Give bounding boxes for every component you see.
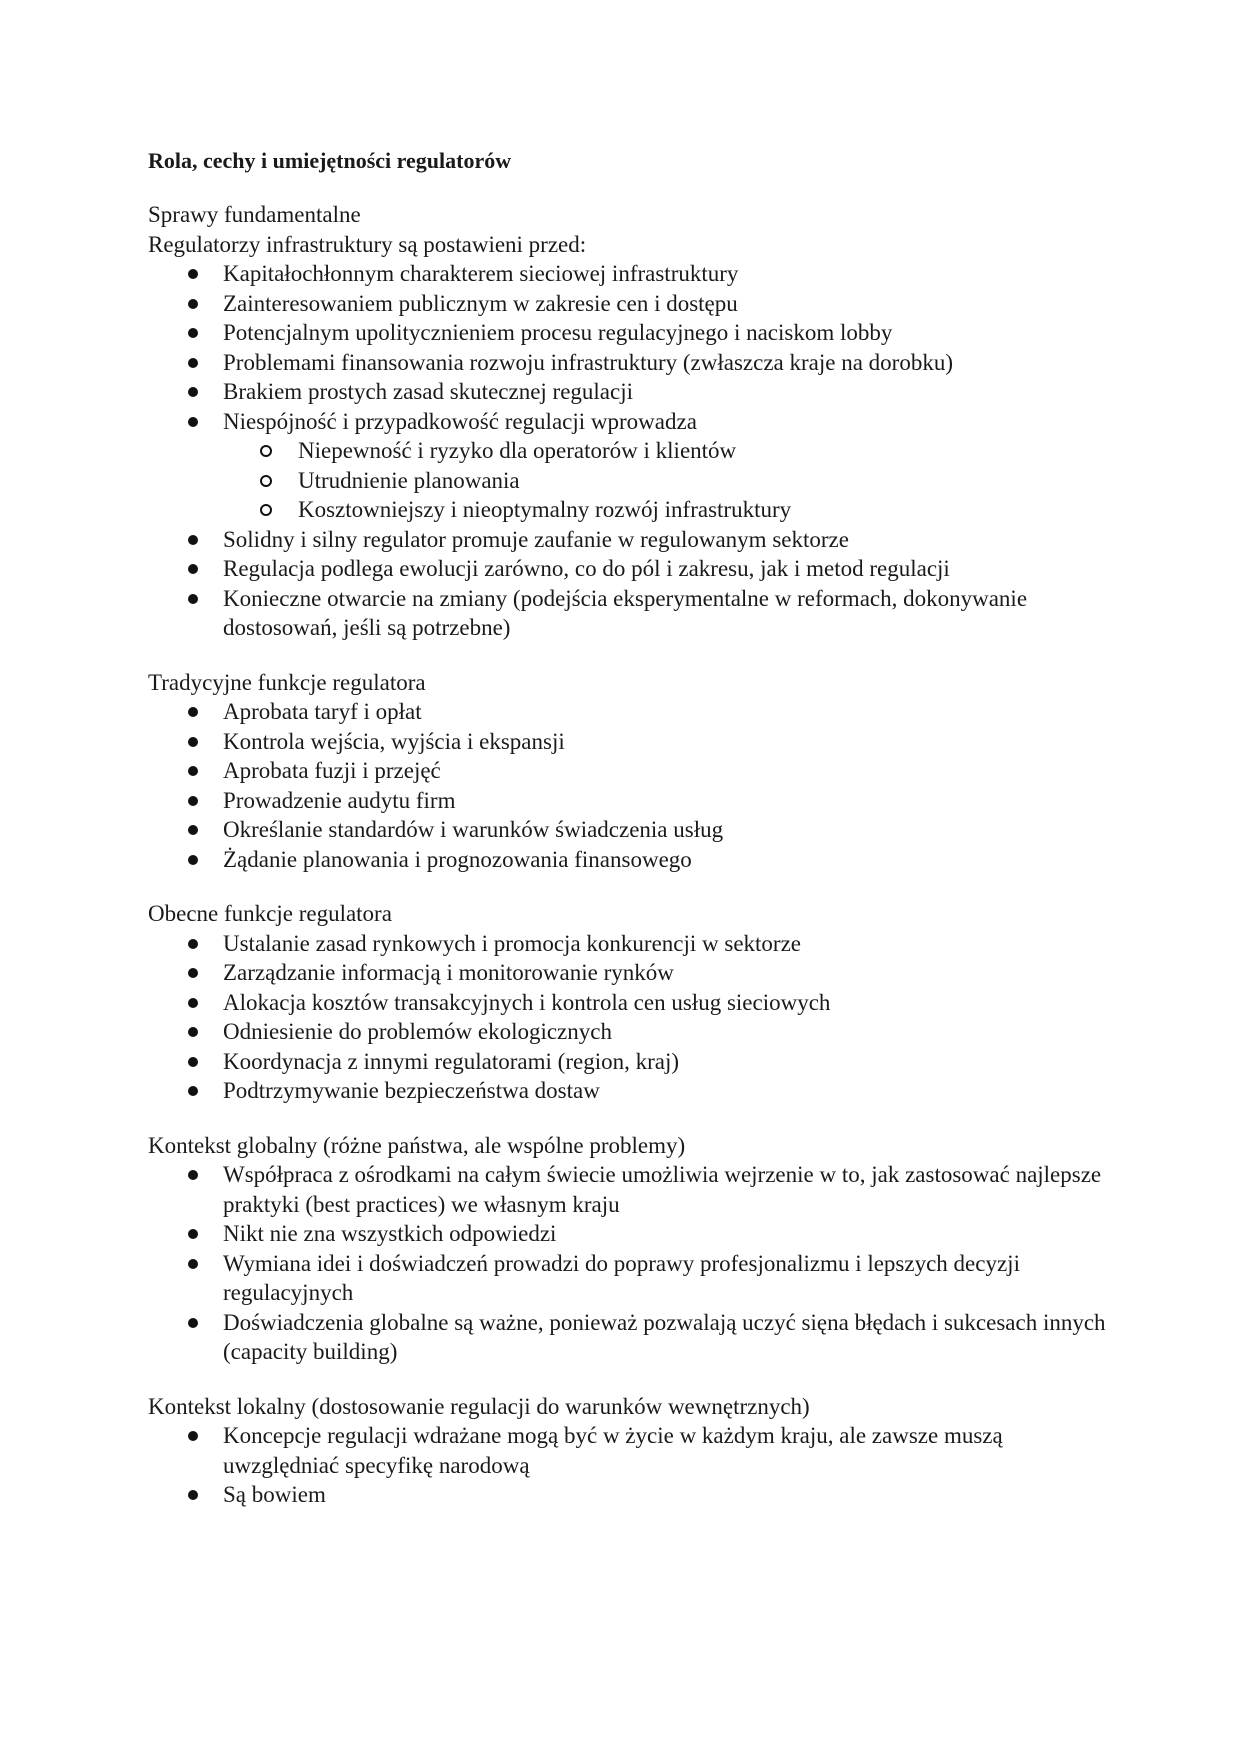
bullet-icon: [188, 855, 198, 865]
list-item: Zarządzanie informacją i monitorowanie rynków: [148, 958, 1108, 988]
bullet-icon: [188, 1229, 198, 1239]
section-heading: Tradycyjne funkcje regulatora: [148, 669, 426, 695]
bullet-icon: [188, 564, 198, 574]
bullet-icon: [188, 1259, 198, 1269]
bullet-icon: [188, 766, 198, 776]
list-item: Alokacja kosztów transakcyjnych i kontrola cen usług sieciowych: [148, 988, 1108, 1018]
list-item: Zainteresowaniem publicznym w zakresie cen i dostępu: [148, 289, 1108, 319]
list-item: Aprobata taryf i opłat: [148, 697, 1108, 727]
bullet-list: [148, 1421, 1108, 1510]
list-item: Wymiana idei i doświadczeń prowadzi do poprawy profesjonalizmu i lepszych decyzji regulacyjnych: [148, 1249, 1108, 1308]
section-heading: Kontekst lokalny (dostosowanie regulacji do warunków wewnętrznych): [148, 1393, 810, 1419]
section-traditional-functions: [148, 668, 1108, 875]
list-item: Solidny i silny regulator promuje zaufanie w regulowanym sektorze: [148, 525, 1108, 555]
section-heading: Obecne funkcje regulatora: [148, 901, 392, 926]
section-heading: Sprawy fundamentalne: [148, 202, 361, 227]
bullet-icon: [188, 1490, 198, 1500]
list-item: Koordynacja z innymi regulatorami (region, kraj): [148, 1047, 1108, 1077]
section-global-context: [148, 1131, 1108, 1367]
list-item: Odniesienie do problemów ekologicznych: [148, 1017, 1108, 1047]
list-item: Problemami finansowania rozwoju infrastruktury (zwłaszcza kraje na dorobku): [148, 348, 1108, 378]
bullet-icon: [188, 968, 198, 978]
sub-bullet-list: [223, 436, 1108, 525]
list-item: Kontrola wejścia, wyjścia i ekspansji: [148, 727, 1108, 757]
hollow-bullet-icon: [260, 475, 272, 487]
hollow-bullet-icon: [260, 504, 272, 516]
bullet-list: [148, 697, 1108, 874]
bullet-list: [148, 929, 1108, 1106]
bullet-icon: [188, 1027, 198, 1037]
bullet-icon: [188, 387, 198, 397]
bullet-icon: [188, 328, 198, 338]
bullet-icon: [188, 1318, 198, 1328]
bullet-icon: [188, 737, 198, 747]
bullet-list: [148, 259, 1108, 643]
document-title: Rola, cechy i umiejętności regulatorów: [148, 148, 512, 173]
bullet-icon: [188, 1086, 198, 1096]
bullet-icon: [188, 358, 198, 368]
list-item: Koncepcje regulacji wdrażane mogą być w życie w każdym kraju, ale zawsze muszą uwzględniać specyfikę narodową: [148, 1421, 1108, 1480]
bullet-icon: [188, 299, 198, 309]
list-item: Brakiem prostych zasad skutecznej regulacji: [148, 377, 1108, 407]
document-page: [148, 146, 1108, 1510]
bullet-icon: [188, 594, 198, 604]
list-item: Potencjalnym upolitycznieniem procesu regulacyjnego i naciskom lobby: [148, 318, 1108, 348]
section-local-context: [148, 1392, 1108, 1510]
section-heading: Kontekst globalny (różne państwa, ale wspólne problemy): [148, 1132, 686, 1158]
bullet-icon: [188, 825, 198, 835]
list-item: Żądanie planowania i prognozowania finansowego: [148, 845, 1108, 875]
section-intro: Regulatorzy infrastruktury są postawieni przed:: [148, 231, 587, 257]
list-item: Nikt nie zna wszystkich odpowiedzi: [148, 1219, 1108, 1249]
bullet-icon: [188, 1170, 198, 1180]
list-item: Aprobata fuzji i przejęć: [148, 756, 1108, 786]
list-item: Kapitałochłonnym charakterem sieciowej infrastruktury: [148, 259, 1108, 289]
list-item: Podtrzymywanie bezpieczeństwa dostaw: [148, 1076, 1108, 1106]
bullet-icon: [188, 417, 198, 427]
bullet-icon: [188, 1431, 198, 1441]
list-item: Doświadczenia globalne są ważne, ponieważ pozwalają uczyć sięna błędach i sukcesach innych (capacity building): [148, 1308, 1108, 1367]
bullet-icon: [188, 707, 198, 717]
list-item: Regulacja podlega ewolucji zarówno, co do pól i zakresu, jak i metod regulacji: [148, 554, 1108, 584]
list-item: Współpraca z ośrodkami na całym świecie umożliwia wejrzenie w to, jak zastosować najlepsze praktyki (best practices) we własnym kraju: [148, 1160, 1108, 1219]
list-item: Niespójność i przypadkowość regulacji wprowadza Niepewność i ryzyko dla operatorów i klientów Utrudnienie planowania Kosztowniejszy i nieoptymalny rozwój infrastruktury: [148, 407, 1108, 525]
bullet-icon: [188, 939, 198, 949]
section-current-functions: [148, 899, 1108, 1106]
list-item: Ustalanie zasad rynkowych i promocja konkurencji w sektorze: [148, 929, 1108, 959]
sub-list-item: Kosztowniejszy i nieoptymalny rozwój infrastruktury: [223, 495, 1108, 525]
hollow-bullet-icon: [260, 445, 272, 457]
list-item: Określanie standardów i warunków świadczenia usług: [148, 815, 1108, 845]
list-item: Konieczne otwarcie na zmiany (podejścia eksperymentalne w reformach, dokonywanie dostosowań, jeśli są potrzebne): [148, 584, 1108, 643]
bullet-icon: [188, 998, 198, 1008]
bullet-icon: [188, 269, 198, 279]
sub-list-item: Utrudnienie planowania: [223, 466, 1108, 496]
bullet-icon: [188, 1057, 198, 1067]
bullet-icon: [188, 535, 198, 545]
list-item: Są bowiem: [148, 1480, 1108, 1510]
bullet-list: [148, 1160, 1108, 1367]
bullet-icon: [188, 796, 198, 806]
sub-list-item: Niepewność i ryzyko dla operatorów i klientów: [223, 436, 1108, 466]
list-item: Prowadzenie audytu firm: [148, 786, 1108, 816]
section-fundamentals: [148, 200, 1108, 643]
